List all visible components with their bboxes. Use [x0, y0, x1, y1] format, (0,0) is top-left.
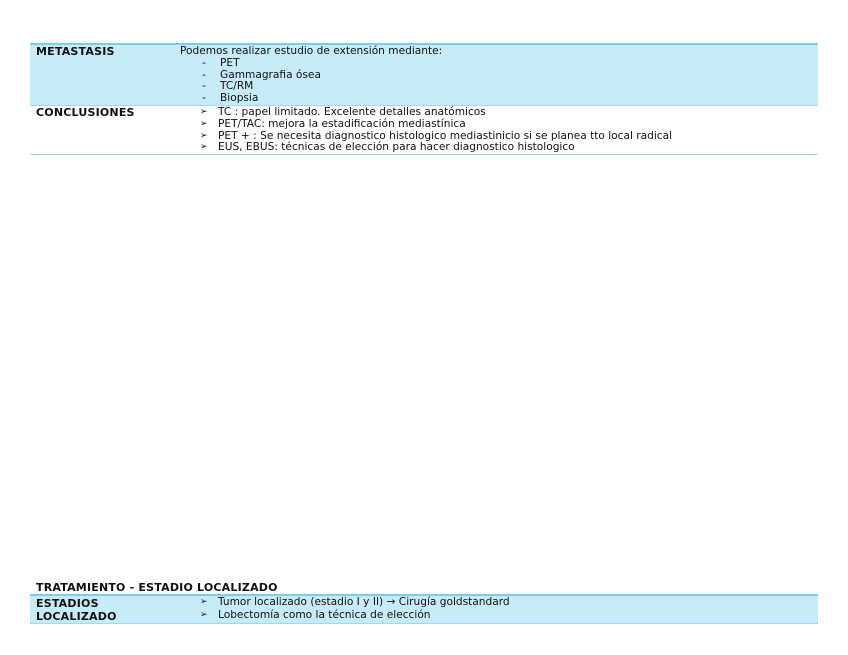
- list-item: ➢ EUS, EBUS: técnicas de elección para hacer diagnostico histologico: [200, 141, 575, 154]
- list-item: - Biopsia: [202, 92, 259, 105]
- row-content: [180, 106, 818, 154]
- section-title: TRATAMIENTO - ESTADIO LOCALIZADO: [36, 581, 278, 594]
- list-item: ➢ TC : papel limitado. Excelente detalles anatómicos: [200, 105, 486, 118]
- list-item: - Gammagrafia ósea: [202, 68, 321, 81]
- list-item: ➢ PET + : Se necesita diagnostico histologico mediastinicio si se planea tto local radical: [200, 129, 673, 142]
- row-content: [180, 45, 818, 105]
- list-item: - PET: [202, 56, 240, 69]
- conclusiones-row: [30, 106, 818, 155]
- row-label: CONCLUSIONES: [36, 105, 135, 119]
- estadios-row: [30, 596, 818, 624]
- staging-table: [30, 43, 818, 155]
- list-item: ➢ Tumor localizado (estadio I y II) → Cirugía goldstandard: [200, 596, 510, 608]
- list-item: - TC/RM: [202, 80, 254, 93]
- intro-text: Podemos realizar estudio de extensión mediante:: [180, 45, 443, 57]
- list-item: ➢ PET/TAC: mejora la estadificación mediastínica: [200, 117, 466, 130]
- row-content: [180, 596, 818, 623]
- row-label: ESTADIOS LOCALIZADO: [36, 597, 117, 623]
- list-item: ➢ Lobectomía como la técnica de elección: [200, 609, 431, 621]
- metastasis-row: [30, 45, 818, 106]
- treatment-table: [30, 594, 818, 624]
- row-label: METASTASIS: [36, 45, 115, 58]
